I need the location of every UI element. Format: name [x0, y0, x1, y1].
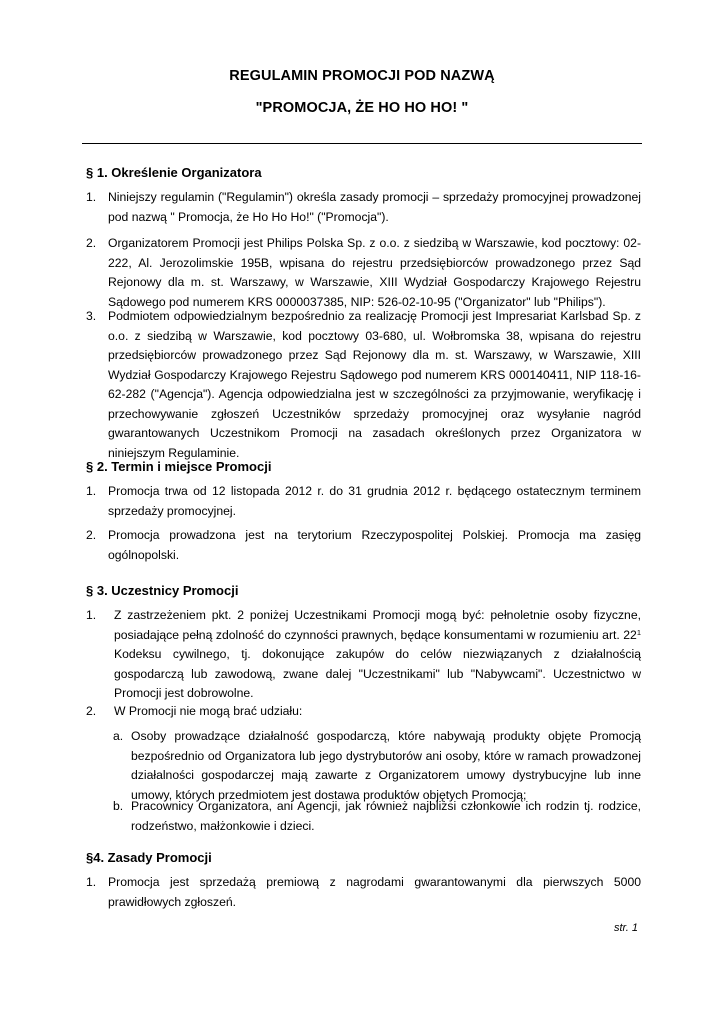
item-number: 1. — [86, 190, 97, 204]
item-text-part-b: Kodeksu cywilnego, tj. dokonujące zakupów do celów niezwiązanych z działalnością gospodarczą lub zawodową, zwane dalej "Uczestnikami" lub "Nabywcami". Uczestnictwo w Promocji jest dobrowolne. — [114, 647, 641, 700]
title-divider — [82, 143, 642, 144]
subitem-text: Osoby prowadzące działalność gospodarczą, które nabywają produkty objęte Promocją bezpośrednio od Organizatora lub jego dystrybutorów ani osoby, które w ramach prowadzonej działalności gospodarczej mają zawarte z Organizatorem umowy dystrybucyjne lub inne umowy, których przedmiotem jest dostawa produktów objętych Promocją; — [131, 729, 641, 802]
section-4-heading: §4. Zasady Promocji — [86, 850, 212, 865]
subitem-text: Pracownicy Organizatora, ani Agencji, jak również najbliżsi członkowie ich rodzin tj. rodzice, rodzeństwo, małżonkowie i dzieci. — [131, 799, 641, 833]
item-text: Podmiotem odpowiedzialnym bezpośrednio za realizację Promocji jest Impresariat Karlsbad Sp. z o.o. z siedzibą w Warszawie, kod pocztowy 03-680, ul. Wołbromska 38, wpisana do rejestru przedsiębiorców prowadzonego przez Sąd Rejonowy dla m. st. Warszawy, w Warszawie, XIII Wydział Gospodarczy Krajowego Rejestru Sądowego pod numerem KRS 000140411, NIP 118-16-62-282 ("Agencja"). Agencja odpowiedzialna jest w szczególności za przyjmowanie, weryfikację i przechowywanie zgłoszeń Uczestników sprzedaży promocyjnej oraz wysyłanie nagród gwarantowanych Uczestnikom Promocji na zasadach określonych przez Organizatora w niniejszym Regulaminie. — [108, 309, 641, 460]
item-text: Niniejszy regulamin ("Regulamin") określa zasady promocji – sprzedaży promocyjnej prowadzonej pod nazwą " Promocja, że Ho Ho Ho!" ("Promocja"). — [108, 190, 641, 224]
item-text: Organizatorem Promocji jest Philips Polska Sp. z o.o. z siedzibą w Warszawie, kod pocztowy: 02-222, Al. Jerozolimskie 195B, wpisana do rejestru przedsiębiorców prowadzonego przez Sąd Rejonowy dla m. st. Warszawy, w Warszawie, XIII Wydział Gospodarczy Krajowego Rejestru Sądowego pod numerem KRS 0000037385, NIP: 526-02-10-95 ("Organizator" lub "Philips"). — [108, 236, 641, 309]
section-1-heading: § 1. Określenie Organizatora — [86, 165, 262, 180]
section-2-heading: § 2. Termin i miejsce Promocji — [86, 459, 272, 474]
item-text-part-a: Z zastrzeżeniem pkt. 2 poniżej Uczestnikami Promocji mogą być: pełnoletnie osoby fizyczne, posiadające pełną zdolność do czynności prawnych, będące konsumentami w rozumieniu art. 22 — [114, 608, 641, 642]
subitem-letter: a. — [113, 729, 124, 743]
item-text — [114, 606, 641, 704]
item-text: Promocja trwa od 12 listopada 2012 r. do 31 grudnia 2012 r. będącego ostatecznym terminem sprzedaży promocyjnej. — [108, 484, 641, 518]
item-text: Promocja prowadzona jest na terytorium Rzeczypospolitej Polskiej. Promocja ma zasięg ogólnopolski. — [108, 528, 641, 562]
article-superscript: 1 — [636, 627, 641, 637]
item-text: W Promocji nie mogą brać udziału: — [114, 704, 303, 718]
section-3-heading: § 3. Uczestnicy Promocji — [86, 583, 239, 598]
item-number: 1. — [86, 608, 97, 622]
item-text: Promocja jest sprzedażą premiową z nagrodami gwarantowanymi dla pierwszych 5000 prawidłowych zgłoszeń. — [108, 875, 641, 909]
item-number: 2. — [86, 236, 97, 250]
item-number: 3. — [86, 309, 97, 323]
page-number: str. 1 — [613, 922, 638, 934]
item-number: 1. — [86, 875, 97, 889]
subitem-letter: b. — [113, 799, 124, 813]
item-number: 2. — [86, 704, 97, 718]
promotion-name: "PROMOCJA, ŻE HO HO HO! " — [255, 100, 469, 116]
item-number: 2. — [86, 528, 97, 542]
document-title: REGULAMIN PROMOCJI POD NAZWĄ — [229, 68, 495, 84]
item-number: 1. — [86, 484, 97, 498]
